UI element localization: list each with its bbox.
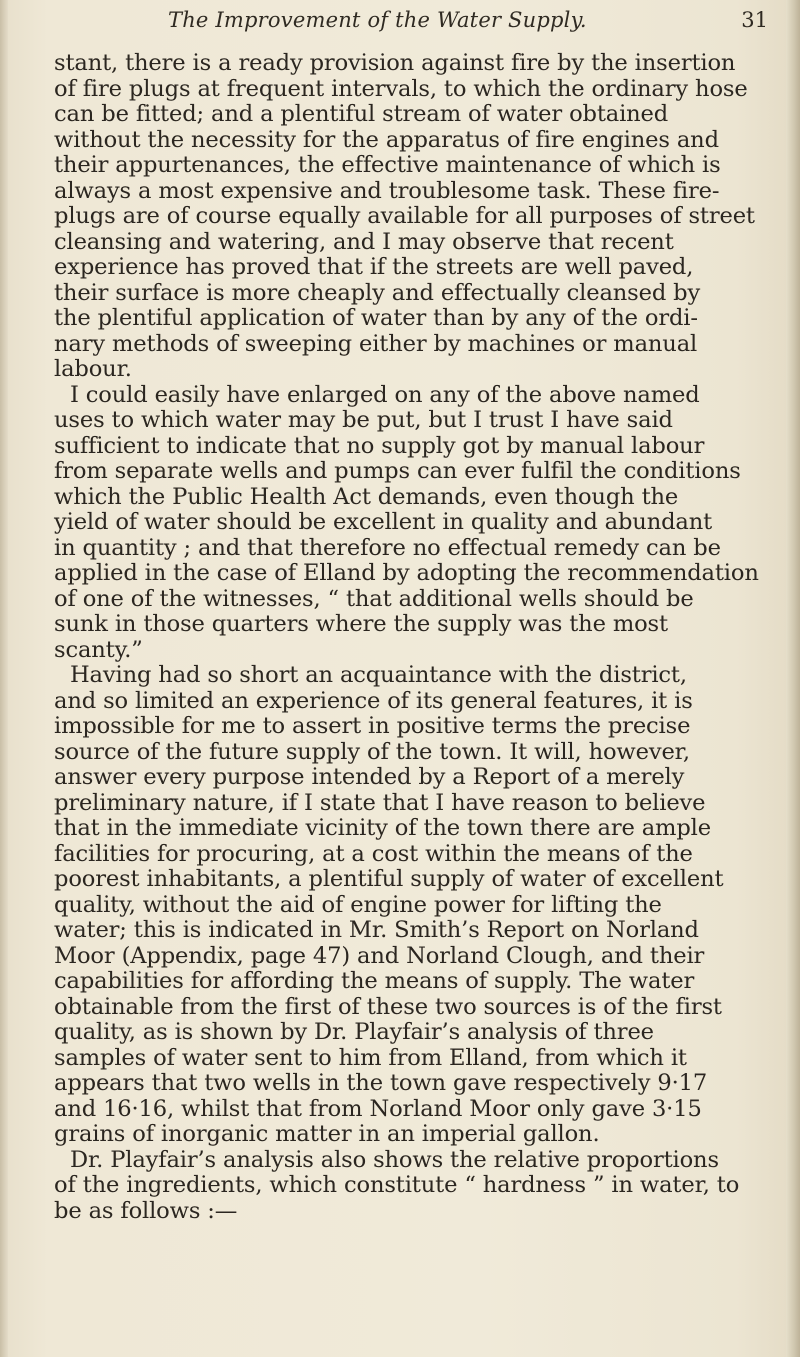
text-line: facilities for procuring, at a cost within the means of the <box>54 840 693 867</box>
text-line: source of the future supply of the town. It will, however, <box>54 738 690 765</box>
text-line: in quantity ; and that therefore no effectual remedy can be <box>54 534 721 561</box>
text-line: of one of the witnesses, “ that additional wells should be <box>54 585 694 612</box>
text-line: labour. <box>54 356 132 382</box>
text-line: applied in the case of Elland by adopting the recommendation <box>54 560 759 586</box>
text-line: I could easily have enlarged on any of the above named <box>70 381 700 408</box>
page-header <box>168 8 768 34</box>
text-line: of the ingredients, which constitute “ hardness ” in water, to <box>54 1172 740 1198</box>
text-line: sufficient to indicate that no supply got by manual labour <box>54 432 705 459</box>
text-line: obtainable from the first of these two sources is of the first <box>54 993 722 1020</box>
text-line: impossible for me to assert in positive terms the precise <box>54 713 691 739</box>
text-line: appears that two wells in the town gave respectively 9·17 <box>54 1070 708 1096</box>
text-line: that in the immediate vicinity of the town there are ample <box>54 815 711 841</box>
text-line: yield of water should be excellent in quality and abundant <box>54 509 713 535</box>
paragraph <box>54 51 786 383</box>
text-line: stant, there is a ready provision against fire by the insertion <box>54 50 736 76</box>
text-line: poorest inhabitants, a plentiful supply of water of excellent <box>54 866 724 892</box>
text-line: can be fitted; and a plentiful stream of water obtained <box>54 101 669 127</box>
text-line: nary methods of sweeping either by machines or manual <box>54 330 698 357</box>
text-line: preliminary nature, if I state that I have reason to believe <box>54 789 706 816</box>
page-number: 31 <box>741 8 768 32</box>
paragraph <box>54 663 786 1148</box>
text-line: quality, as is shown by Dr. Playfair’s analysis of three <box>54 1019 654 1045</box>
text-line: of fire plugs at frequent intervals, to which the ordinary hose <box>54 75 748 102</box>
paragraph <box>54 383 786 664</box>
text-line: grains of inorganic matter in an imperial gallon. <box>54 1121 600 1147</box>
text-line: samples of water sent to him from Elland, from which it <box>54 1044 687 1071</box>
text-line: and so limited an experience of its general features, it is <box>54 687 693 714</box>
text-line: experience has proved that if the streets are well paved, <box>54 254 694 280</box>
page-left-edge <box>0 0 8 1357</box>
text-line: always a most expensive and troublesome task. These fire- <box>54 177 720 204</box>
text-line: be as follows :— <box>54 1197 238 1224</box>
text-line: without the necessity for the apparatus of fire engines and <box>54 126 719 153</box>
text-line: and 16·16, whilst that from Norland Moor only gave 3·15 <box>54 1095 702 1122</box>
text-line: Having had so short an acquaintance with the district, <box>70 662 687 688</box>
text-line: quality, without the aid of engine power for lifting the <box>54 891 662 918</box>
text-line: Dr. Playfair’s analysis also shows the relative proportions <box>70 1146 719 1173</box>
text-line: their appurtenances, the effective maintenance of which is <box>54 152 721 178</box>
text-line: from separate wells and pumps can ever fulfil the conditions <box>54 458 741 484</box>
paragraph <box>54 1148 786 1225</box>
page-gutter-edge <box>786 0 800 1357</box>
text-line: plugs are of course equally available for all purposes of street <box>54 203 755 229</box>
text-line: Moor (Appendix, page 47) and Norland Clough, and their <box>54 942 705 969</box>
text-line: which the Public Health Act demands, even though the <box>54 483 679 510</box>
text-line: sunk in those quarters where the supply was the most <box>54 611 668 637</box>
text-line: uses to which water may be put, but I trust I have said <box>54 407 673 433</box>
body-text <box>54 51 786 1224</box>
text-line: answer every purpose intended by a Report of a merely <box>54 764 685 790</box>
text-line: water; this is indicated in Mr. Smith’s Report on Norland <box>54 917 699 943</box>
text-line: scanty.” <box>54 636 143 663</box>
text-line: capabilities for affording the means of supply. The water <box>54 968 695 994</box>
text-line: their surface is more cheaply and effectually cleansed by <box>54 279 701 306</box>
text-line: the plentiful application of water than by any of the ordi- <box>54 305 698 331</box>
running-title: The Improvement of the Water Supply. <box>168 8 587 32</box>
text-line: cleansing and watering, and I may observe that recent <box>54 228 674 255</box>
